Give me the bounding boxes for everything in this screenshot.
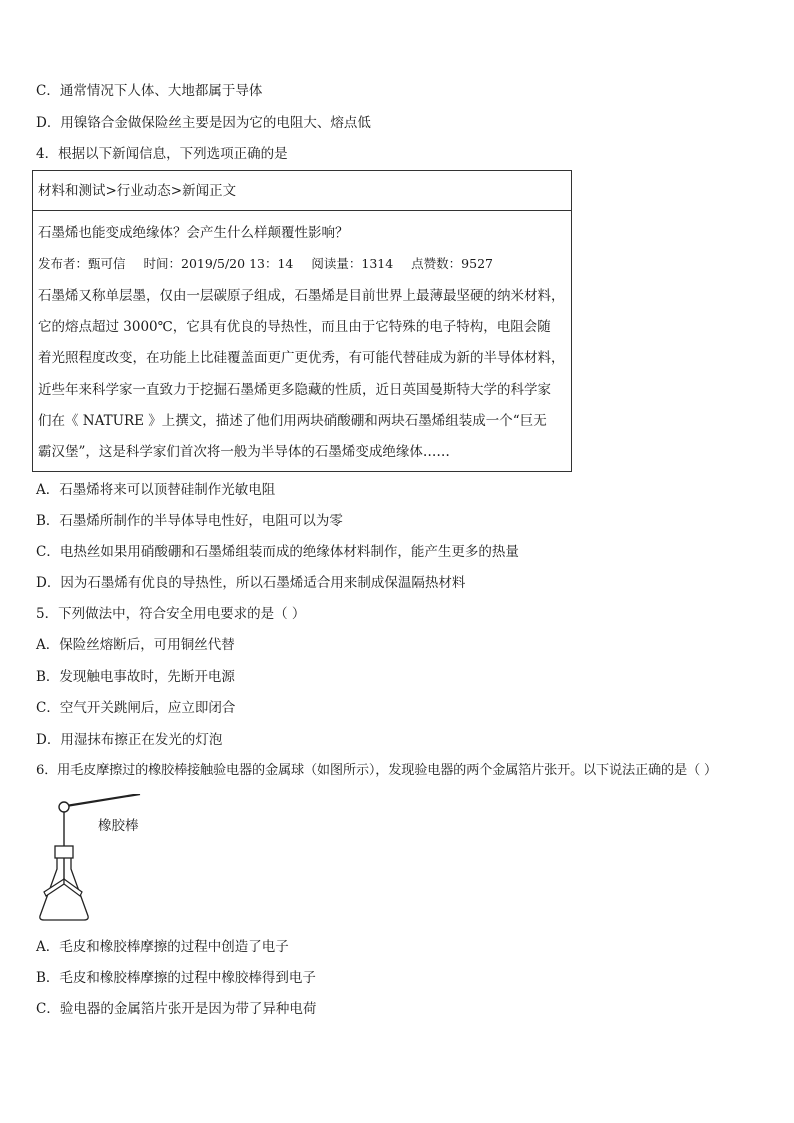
news-body-line: 它的熔点超过 3000℃，它具有优良的导热性，而且由于它特殊的电子特构，电阻会随 xyxy=(38,319,551,335)
news-meta xyxy=(38,255,507,273)
news-body-line: 们在《 NATURE 》上撰文，描述了他们用两块硝酸硼和两块石墨烯组装成一个“巨无 xyxy=(38,413,547,429)
stopper xyxy=(55,846,73,858)
news-reads: 阅读量：1314 xyxy=(311,256,394,271)
news-box-body xyxy=(32,210,572,472)
metal-ball xyxy=(59,802,69,812)
q6-option-a: A．毛皮和橡胶棒摩擦的过程中创造了电子 xyxy=(36,939,289,955)
foil-leaf-right xyxy=(64,879,82,896)
electroscope-figure xyxy=(36,794,176,924)
news-headline: 石墨烯也能变成绝缘体？会产生什么样颠覆性影响？ xyxy=(38,225,349,241)
q6-option-c: C．验电器的金属箔片张开是因为带了异种电荷 xyxy=(36,1001,317,1017)
foil-leaf-left xyxy=(44,879,64,896)
news-body-line: 着光照程度改变，在功能上比硅覆盖面更广更优秀，有可能代替硅成为新的半导体材料， xyxy=(38,350,565,366)
news-time: 时间：2019/5/20 13：14 xyxy=(143,256,294,271)
rubber-rod xyxy=(66,794,140,806)
news-breadcrumb: 材料和测试>行业动态>新闻正文 xyxy=(38,183,237,199)
news-body-line: 石墨烯又称单层墨，仅由一层碳原子组成，石墨烯是目前世界上最薄最坚硬的纳米材料， xyxy=(38,288,565,304)
q5-option-c: C．空气开关跳闸后，应立即闭合 xyxy=(36,700,236,716)
q4-option-c: C．电热丝如果用硝酸硼和石墨烯组装而成的绝缘体材料制作，能产生更多的热量 xyxy=(36,544,519,560)
q6-option-b: B．毛皮和橡胶棒摩擦的过程中橡胶棒得到电子 xyxy=(36,970,316,986)
q5-option-d: D．用湿抹布擦正在发光的灯泡 xyxy=(36,732,223,748)
q4-option-b: B．石墨烯所制作的半导体导电性好，电阻可以为零 xyxy=(36,513,343,529)
q4-option-d: D．因为石墨烯有优良的导热性，所以石墨烯适合用来制成保温隔热材料 xyxy=(36,575,466,591)
q5-option-b: B．发现触电事故时，先断开电源 xyxy=(36,669,235,685)
question-6-stem: 6．用毛皮摩擦过的橡胶棒接触验电器的金属球（如图所示），发现验电器的两个金属箔片张开。以下说法正确的是（ ） xyxy=(36,763,717,778)
question-5-stem: 5．下列做法中，符合安全用电要求的是（ ） xyxy=(36,606,306,622)
q4-option-a: A．石墨烯将来可以顶替硅制作光敏电阻 xyxy=(36,482,276,498)
news-body-line: 近些年来科学家一直致力于挖掘石墨烯更多隐藏的性质，近日英国曼斯特大学的科学家 xyxy=(38,382,551,398)
option-c-prev: C．通常情况下人体、大地都属于导体 xyxy=(36,83,263,99)
option-d-prev: D．用镍铬合金做保险丝主要是因为它的电阻大、熔点低 xyxy=(36,115,371,131)
q5-option-a: A．保险丝熔断后，可用铜丝代替 xyxy=(36,637,235,653)
news-body-line: 霸汉堡”，这是科学家们首次将一般为半导体的石墨烯变成绝缘体…… xyxy=(38,444,450,460)
figure-label-rubber-rod: 橡胶棒 xyxy=(98,818,139,834)
news-publisher: 发布者：甄可信 xyxy=(38,256,126,271)
news-likes: 点赞数：9527 xyxy=(411,256,493,271)
question-4-stem: 4．根据以下新闻信息，下列选项正确的是 xyxy=(36,146,288,162)
